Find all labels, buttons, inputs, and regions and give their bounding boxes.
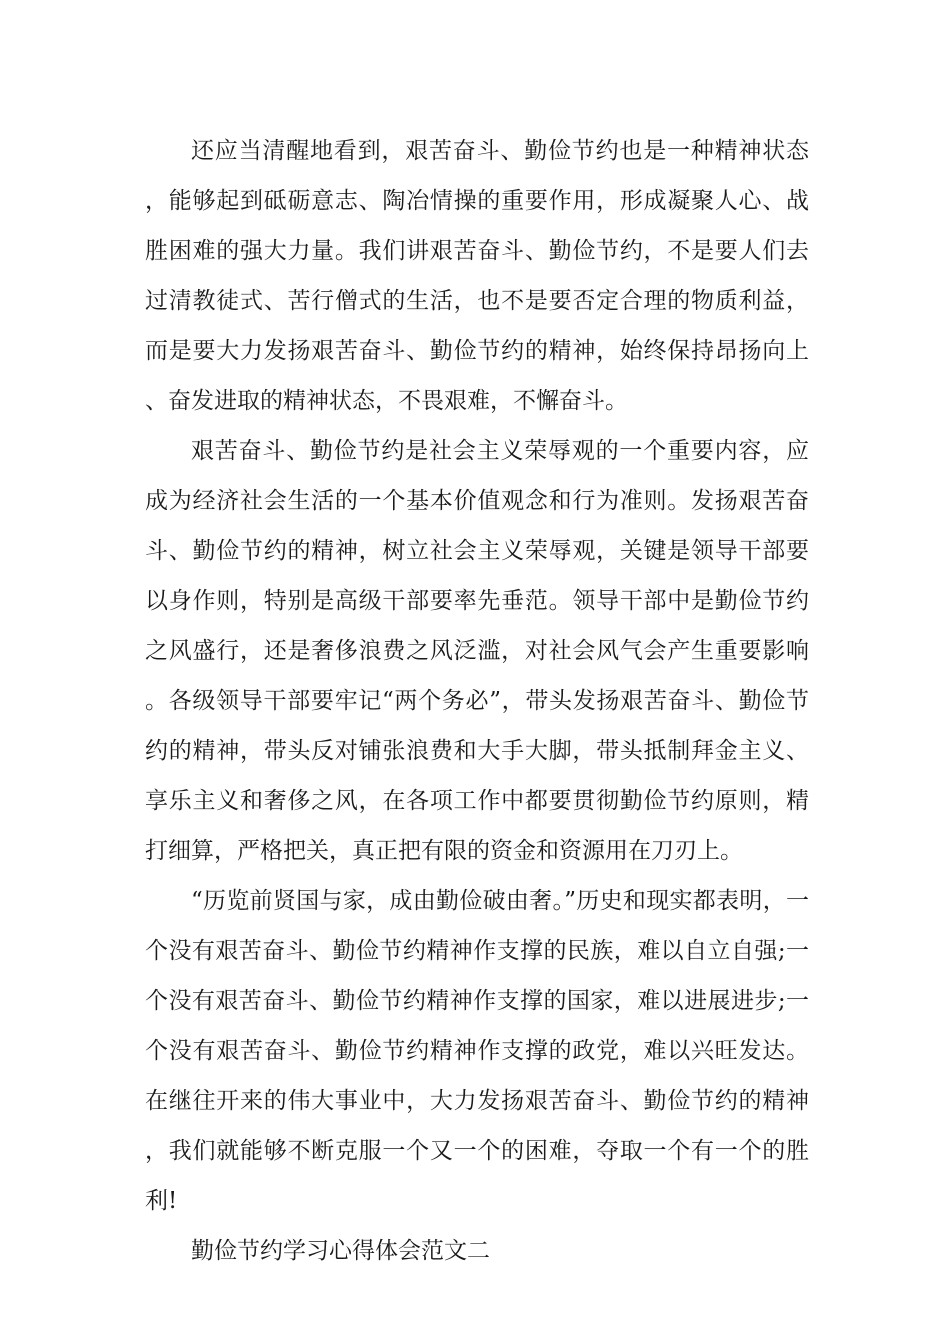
section-heading: 勤俭节约学习心得体会范文二 xyxy=(191,1238,490,1264)
paragraph-2: 艰苦奋斗、勤俭节约是社会主义荣辱观的一个重要内容，应成为经济社会生活的一个基本价值观念和行为准则。发扬艰苦奋斗、勤俭节约的精神，树立社会主义荣辱观，关键是领导干部要以身作则，特别是高级干部要率先垂范。领导干部中是勤俭节约之风盛行，还是奢侈浪费之风泛滥，对社会风气会产生重要影响。各级领导干部要牢记“两个务必”，带头发扬艰苦奋斗、勤俭节约的精神，带头反对铺张浪费和大手大脚，带头抵制拜金主义、享乐主义和奢侈之风，在各项工作中都要贯彻勤俭节约原则，精打细算，严格把关，真正把有限的资金和资源用在刀刃上。 xyxy=(145,438,809,864)
document-body xyxy=(145,126,809,1276)
paragraph-1: 还应当清醒地看到，艰苦奋斗、勤俭节约也是一种精神状态，能够起到砥砺意志、陶冶情操的重要作用，形成凝聚人心、战胜困难的强大力量。我们讲艰苦奋斗、勤俭节约，不是要人们去过清教徒式、苦行僧式的生活，也不是要否定合理的物质利益，而是要大力发扬艰苦奋斗、勤俭节约的精神，始终保持昂扬向上、奋发进取的精神状态，不畏艰难，不懈奋斗。 xyxy=(145,138,809,414)
paragraph-3: “历览前贤国与家，成由勤俭破由奢。”历史和现实都表明，一个没有艰苦奋斗、勤俭节约精神作支撑的民族，难以自立自强;一个没有艰苦奋斗、勤俭节约精神作支撑的国家，难以进展进步;一个没有艰苦奋斗、勤俭节约精神作支撑的政党，难以兴旺发达。在继往开来的伟大事业中，大力发扬艰苦奋斗、勤俭节约的精神，我们就能够不断克服一个又一个的困难，夺取一个有一个的胜利! xyxy=(145,888,809,1214)
